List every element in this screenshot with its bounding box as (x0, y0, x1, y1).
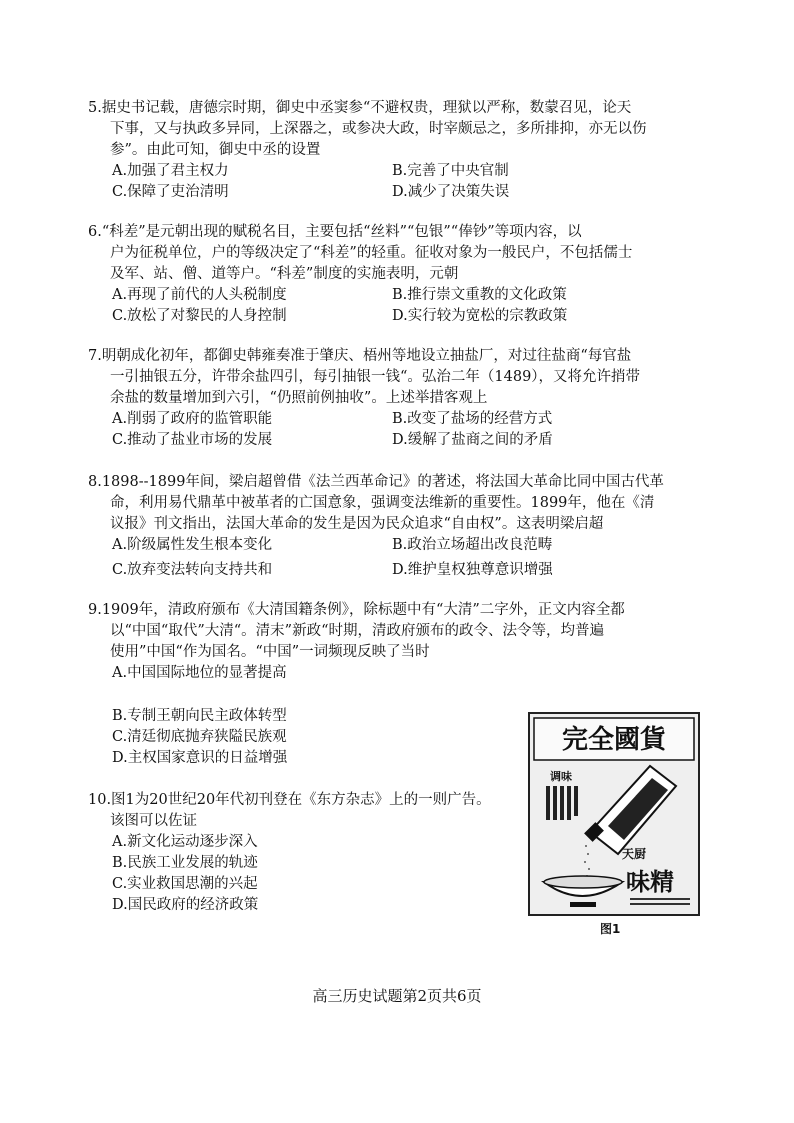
options (88, 535, 728, 581)
stem-line: 该图可以佐证 (110, 813, 197, 829)
option-c[interactable]: C.保障了吏治清明 (112, 184, 229, 200)
question-6 (88, 222, 728, 327)
stem-line: 以“中国“取代”大清“。清末”新政“时期，清政府颁布的政令、法令等，均普遍 (110, 623, 604, 639)
options (88, 285, 728, 327)
brand-text: 天厨 (621, 847, 647, 861)
page-footer: 高三历史试题第2页共6页 (312, 987, 482, 1005)
stem-line: 议报》刊文指出，法国大革命的发生是因为民众追求“自由权”。这表明梁启超 (110, 516, 604, 532)
option-d[interactable]: D.主权国家意识的日益增强 (112, 750, 288, 766)
option-c[interactable]: C.放弃变法转向支持共和 (112, 562, 273, 578)
option-a[interactable]: A.中国国际地位的显著提高 (112, 665, 287, 681)
options (88, 409, 728, 451)
option-a[interactable]: A.阶级属性发生根本变化 (112, 537, 273, 553)
option-c[interactable]: C.放松了对黎民的人身控制 (112, 308, 287, 324)
stem-line: 10.图1为20世纪20年代初刊登在《东方杂志》上的一则广告。 (88, 792, 491, 808)
stem-line: 参”。由此可知，御史中丞的设置 (110, 142, 321, 158)
stem-line: 及军、站、僧、道等户。“科差”制度的实施表明，元朝 (110, 266, 459, 282)
stem-line: 使用”中国“作为国名。“中国”一词频现反映了当时 (110, 644, 430, 660)
product-name-text: 味精 (626, 867, 674, 896)
option-d[interactable]: D.减少了决策失误 (392, 184, 510, 200)
option-d[interactable]: D.维护皇权独尊意识增强 (392, 562, 553, 578)
option-a[interactable]: A.加强了君主权力 (112, 163, 229, 179)
option-a[interactable]: A.新文化运动逐步深入 (112, 834, 258, 850)
option-d[interactable]: D.国民政府的经济政策 (112, 897, 259, 913)
question-8 (88, 472, 728, 581)
question-7 (88, 346, 728, 451)
stem-line: 一引抽银五分，许带余盐四引，每引抽银一钱“。弘治二年（1489），又将允许捎带 (110, 369, 641, 385)
option-c[interactable]: C.清廷彻底抛弃狭隘民族观 (112, 729, 287, 745)
option-b[interactable]: B.民族工业发展的轨迹 (112, 855, 258, 871)
option-b[interactable]: B.改变了盐场的经营方式 (392, 411, 553, 427)
option-d[interactable]: D.实行较为宽松的宗教政策 (392, 308, 568, 324)
stem-line: 9.1909年，清政府颁布《大清国籍条例》，除标题中有“大清”二字外，正文内容全都 (88, 602, 625, 618)
option-a[interactable]: A.削弱了政府的监管职能 (112, 411, 273, 427)
stem-line: 6.“科差”是元朝出现的赋税名目，主要包括“丝料”“包银”“俸钞”等项内容，以 (88, 224, 582, 240)
stem-line: 8.1898--1899年间，梁启超曾借《法兰西革命记》的著述，将法国大革命比同中国古代革 (88, 474, 664, 490)
advertisement-figure (528, 712, 700, 916)
stem-line: 下事，又与执政多异同，上深器之，或参决大政，时宰颇忌之，多所排抑，亦无以伤 (110, 121, 647, 137)
stem-line: 命，利用易代鼎革中被革者的亡国意象，强调变法维新的重要性。1899年，他在《清 (110, 495, 655, 511)
question-stem (88, 472, 728, 535)
advertisement-image (530, 714, 698, 914)
side-text: 调味 (550, 770, 572, 783)
option-b[interactable]: B.专制王朝向民主政体转型 (112, 708, 287, 724)
stem-line: 户为征税单位，户的等级决定了“科差”的轻重。征收对象为一般民户，不包括儒士 (110, 245, 633, 261)
option-a[interactable]: A.再现了前代的人头税制度 (112, 287, 287, 303)
stem-line: 5.据史书记载，唐德宗时期，御史中丞窦参“不避权贵，理狱以严称，数蒙召见，论天 (88, 100, 632, 116)
banner-text: 完全國貨 (561, 725, 667, 755)
option-d[interactable]: D.缓解了盐商之间的矛盾 (392, 432, 553, 448)
question-stem (88, 98, 728, 161)
stem-line: 7.明朝成化初年，都御史韩雍奏准于肇庆、梧州等地设立抽盐厂，对过往盐商“每官盐 (88, 348, 632, 364)
options (88, 161, 728, 203)
stem-line: 余盐的数量增加到六引，“仍照前例抽收”。上述举措客观上 (110, 390, 488, 406)
option-c[interactable]: C.推动了盐业市场的发展 (112, 432, 273, 448)
option-b[interactable]: B.完善了中央官制 (392, 163, 509, 179)
question-stem (88, 346, 728, 409)
question-stem (88, 222, 728, 285)
question-5 (88, 98, 728, 203)
question-stem (88, 600, 728, 663)
figure-caption: 图1 (600, 922, 621, 936)
option-b[interactable]: B.政治立场超出改良范畴 (392, 537, 553, 553)
option-c[interactable]: C.实业救国思潮的兴起 (112, 876, 258, 892)
option-b[interactable]: B.推行崇文重教的文化政策 (392, 287, 567, 303)
